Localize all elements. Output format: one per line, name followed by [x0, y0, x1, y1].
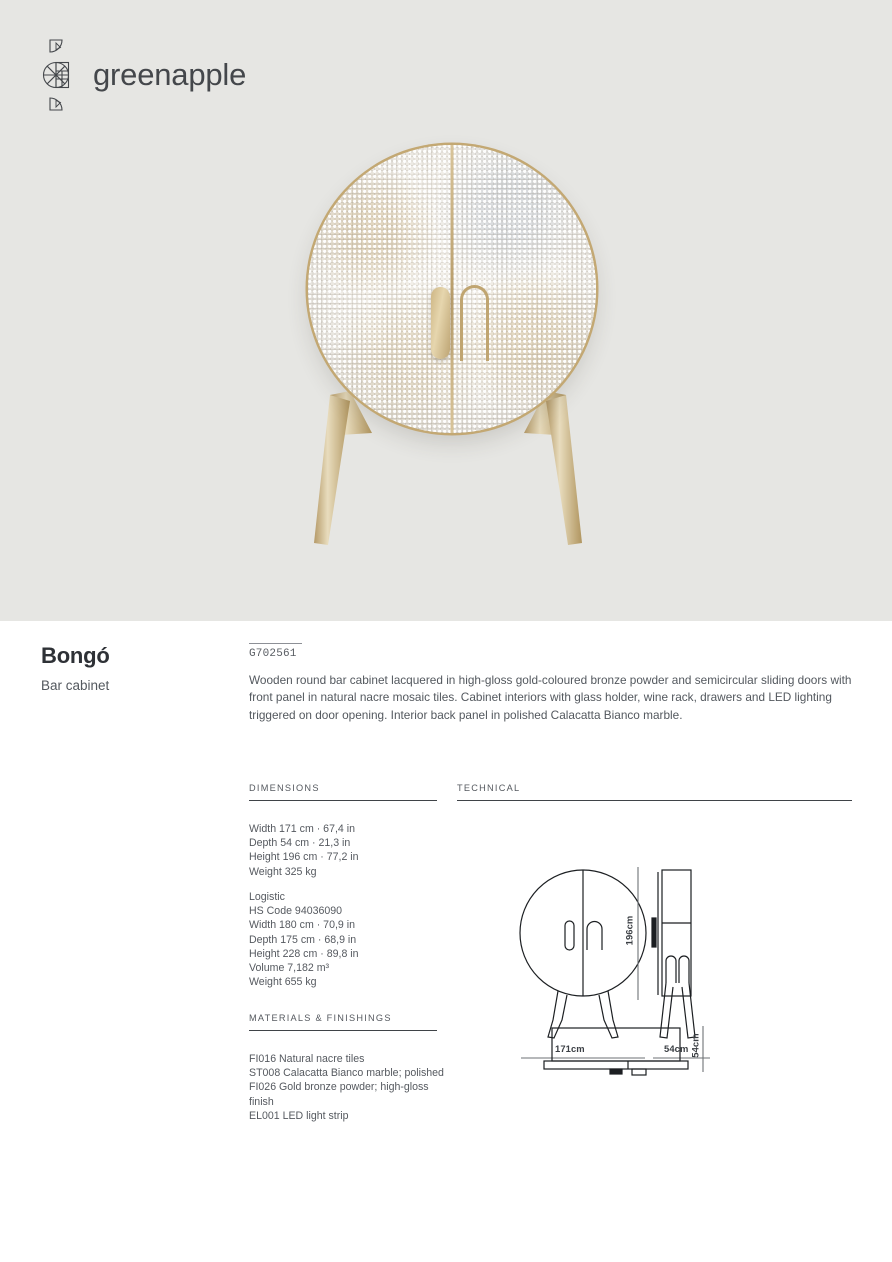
logistic-list [249, 890, 359, 989]
logistic-item: HS Code 94036090 [249, 905, 343, 918]
section-rule [249, 800, 437, 801]
reference-block [249, 643, 302, 660]
plan-depth-label: 54cm [689, 1033, 701, 1058]
reference-rule [249, 643, 302, 644]
material-item: FI016 Natural nacre tiles [249, 1053, 365, 1065]
material-item: EL001 LED light strip [249, 1109, 349, 1122]
plan-view-drawing [540, 1020, 740, 1100]
plan-view-svg [540, 1020, 740, 1100]
cabinet-body [308, 145, 596, 433]
side-depth-label: 54cm [664, 1043, 689, 1054]
brand-name: greenapple [93, 57, 247, 92]
section-label: TECHNICAL [457, 783, 521, 793]
section-materials-header [249, 1013, 437, 1031]
product-subtitle: Bar cabinet [41, 678, 110, 693]
material-item: FI026 Gold bronze powder; high-gloss finish [249, 1081, 429, 1108]
side-view [652, 870, 695, 1038]
materials-list [249, 1052, 445, 1123]
logistic-item: Weight 655 kg [249, 976, 317, 989]
product-description: Wooden round bar cabinet lacquered in high-gloss gold-coloured bronze powder and semicircular sliding doors with front panel in natural nacre mosaic tiles. Cabinet interiors with glass holder, wine rack, drawers and LED lighting triggered on door opening. Interior back panel in polished Calacatta Bianco marble. [249, 673, 852, 722]
section-dimensions-header [249, 783, 437, 801]
logistic-item: Depth 175 cm · 68,9 in [249, 933, 357, 946]
front-width-label: 171cm [555, 1043, 585, 1054]
u-handle-icon [460, 285, 489, 361]
pill-handle-icon [431, 287, 450, 359]
brand-logo[interactable] [41, 38, 246, 112]
logistic-label: Logistic [249, 891, 285, 903]
reference-code: G702561 [249, 648, 297, 660]
section-label: MATERIALS & FINISHINGS [249, 1013, 392, 1023]
front-view [520, 870, 646, 1038]
dimensions-list [249, 822, 359, 879]
logistic-item: Volume 7,182 m³ [249, 962, 330, 975]
section-rule [457, 800, 852, 801]
dimension-item: Weight 325 kg [249, 865, 317, 878]
dimension-item: Height 196 cm · 77,2 in [249, 851, 359, 864]
dimension-item: Width 171 cm · 67,4 in [249, 823, 355, 835]
door-split-line [451, 145, 454, 433]
product-photo [268, 145, 628, 555]
section-label: DIMENSIONS [249, 783, 320, 793]
logistic-item: Height 228 cm · 89,8 in [249, 947, 359, 960]
logistic-item: Width 180 cm · 70,9 in [249, 919, 355, 932]
height-label: 196cm [623, 915, 635, 946]
greenapple-geometric-mark-icon [41, 38, 75, 112]
section-rule [249, 1030, 437, 1031]
dimension-item: Depth 54 cm · 21,3 in [249, 837, 351, 850]
product-title-block [41, 643, 110, 693]
material-item: ST008 Calacatta Bianco marble; polished [249, 1067, 444, 1080]
page-title: Bongó [41, 643, 110, 668]
section-technical-header [457, 783, 852, 801]
